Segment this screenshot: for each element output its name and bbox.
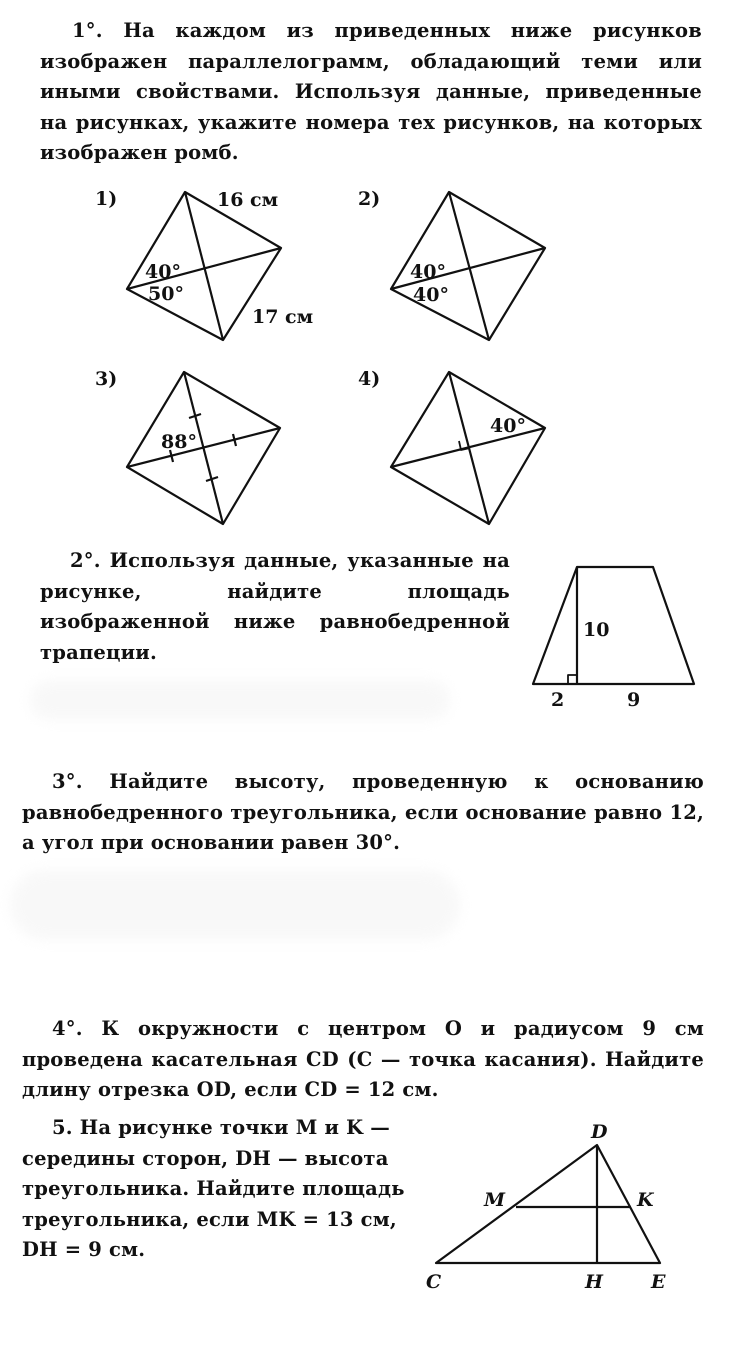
task4-text: К окружности с центром O и радиусом 9 см проведена касательная CD (C — точка касания). Найдите длину отрезка OD, если CD = 12 см.: [22, 1017, 704, 1101]
task2-number: 2°.: [70, 549, 101, 572]
trapezoid: [533, 567, 694, 684]
task5-text: На рисунке точки M и K — середины сторон, DH — высота треугольника. Найдите площадь треугольника, если MK = 13 см, DH = 9 см.: [22, 1116, 405, 1261]
fig2-angle-lower: 40°: [413, 284, 449, 306]
task3-text: Найдите высоту, проведенную к основанию равнобедренного треугольника, если основание равно 12, а угол при основании равен 30°.: [22, 770, 704, 854]
fig4-angle: 40°: [490, 415, 526, 437]
task4-number: 4°.: [52, 1017, 83, 1040]
fig1-side-top: 16 см: [217, 189, 279, 211]
trapezoid-left-seg-label: 2: [551, 689, 565, 711]
triangle-cde: [436, 1145, 660, 1263]
task1-text: На каждом из приведенных ниже рисунков изображен параллелограмм, обладающий теми или иными свойствами. Используя данные, приведенные на рисунках, укажите номера тех рисунков, на которых изображен ромб.: [40, 19, 702, 164]
task5-paragraph: [22, 1113, 406, 1266]
scan-smudge: [10, 870, 460, 940]
fig1-label: 1): [95, 188, 118, 210]
fig2-diagonal-1: [449, 192, 489, 340]
task2-paragraph: [40, 546, 510, 668]
fig1-angle-upper: 40°: [145, 261, 181, 283]
fig1-angle-lower: 50°: [148, 283, 184, 305]
fig3-angle: 88°: [161, 431, 197, 453]
point-h-label: H: [585, 1271, 603, 1293]
point-d-label: D: [591, 1121, 608, 1143]
task2-text: Используя данные, указанные на рисунке, найдите площадь изображенной ниже равнобедренной трапеции.: [40, 549, 510, 664]
task5-number: 5.: [52, 1116, 73, 1139]
fig3-tick-3: [233, 434, 236, 446]
task3-paragraph: [22, 767, 704, 859]
fig2-angle-upper: 40°: [410, 261, 446, 283]
task1-number: 1°.: [72, 19, 103, 42]
fig1-side-right: 17 см: [252, 306, 314, 328]
fig4-label: 4): [358, 368, 381, 390]
task4-paragraph: [22, 1014, 704, 1106]
trapezoid-height-label: 10: [583, 619, 610, 641]
point-k-label: K: [637, 1189, 654, 1211]
trapezoid-right-angle-mark: [568, 675, 577, 684]
point-c-label: C: [426, 1271, 442, 1293]
point-e-label: E: [651, 1271, 666, 1293]
fig2-label: 2): [358, 188, 381, 210]
fig3-diagonal-2: [127, 428, 280, 467]
trapezoid-right-seg-label: 9: [627, 689, 641, 711]
scan-smudge: [30, 680, 450, 720]
fig3-label: 3): [95, 368, 118, 390]
point-m-label: M: [484, 1189, 506, 1211]
task3-number: 3°.: [52, 770, 83, 793]
